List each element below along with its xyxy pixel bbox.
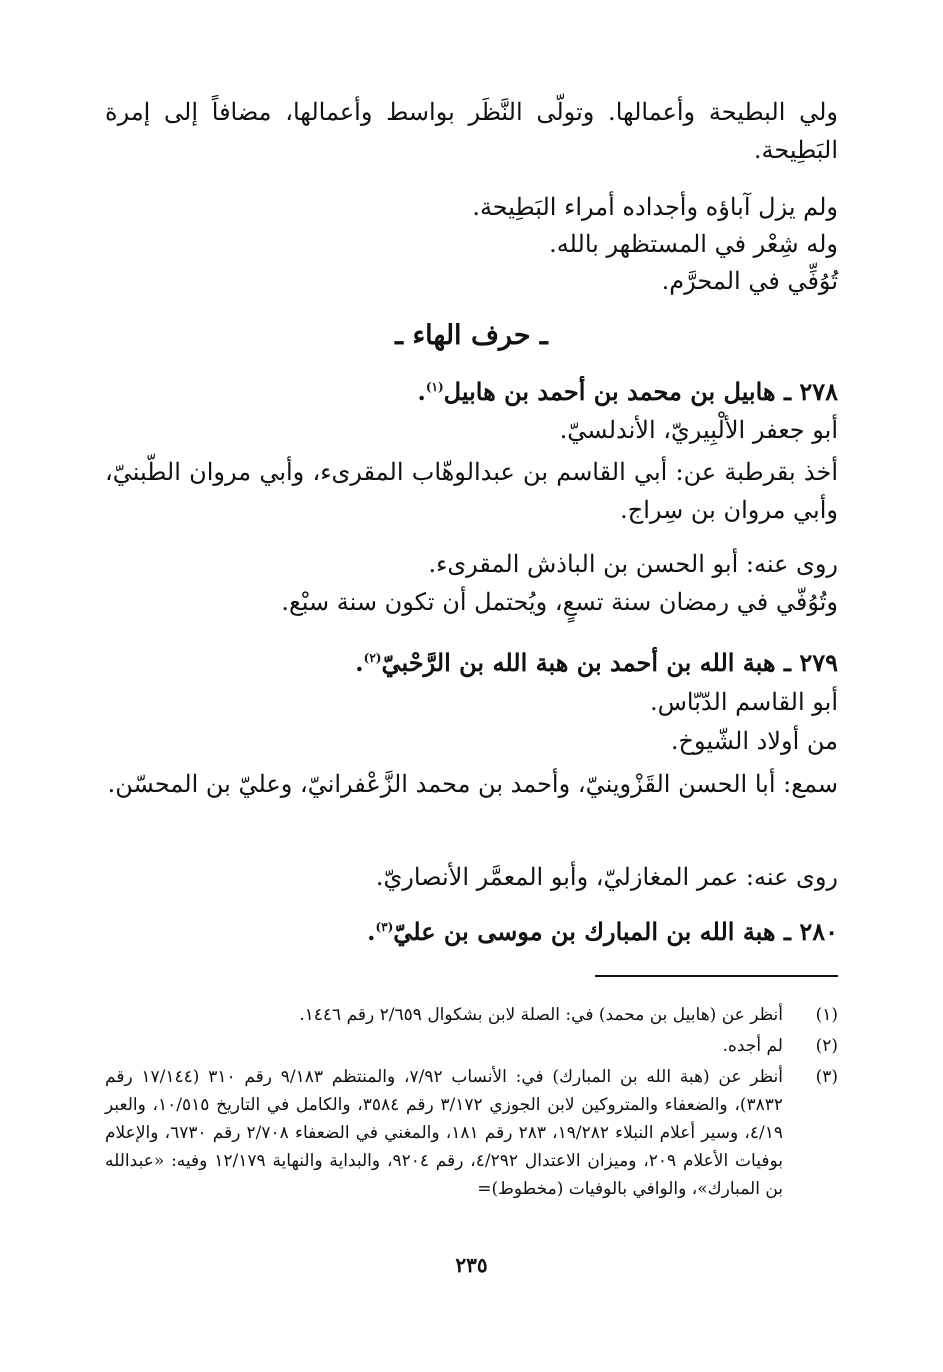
footnote-number: (١) bbox=[815, 1005, 838, 1025]
continuation-line: تُوُفِّي في المحرَّم. bbox=[661, 267, 838, 295]
continuation-line: ولم يزل آباؤه وأجداده أمراء البَطِيحة. bbox=[472, 193, 838, 221]
entry-line: من أولاد الشّيوخ. bbox=[670, 727, 838, 755]
footnote-ref: (٣) bbox=[375, 920, 394, 934]
entry-title-text: ٢٧٨ ـ هابيل بن محمد بن أحمد بن هابيل bbox=[443, 377, 838, 406]
entry-title-278: ٢٧٨ ـ هابيل بن محمد بن أحمد بن هابيل$^{(١)}$. bbox=[417, 377, 838, 406]
entry-line: وتُوُفّي في رمضان سنة تسعٍ، ويُحتمل أن تكون سنة سبْع. bbox=[281, 588, 838, 616]
entry-line: أبو القاسم الدّبّاس. bbox=[649, 688, 838, 716]
footnote-1 bbox=[105, 1001, 838, 1029]
entry-paragraph: أخذ بقرطبة عن: أبي القاسم بن عبدالوهّاب المقرىء، وأبي مروان الطّبنيّ، وأبي مروان بن سِراج. bbox=[105, 458, 838, 524]
footnote-ref: (١) bbox=[425, 380, 444, 394]
footnote-text: أنظر عن (هبة الله بن المبارك) في: الأنساب ٧/٩٢، والمنتظم ٩/١٨٣ رقم ٣١٠ (١٧/١٤٤ رقم ٣٨٣٢)، والضعفاء والمتروكين لابن الجوزي ٣/١٧٢ رقم ٣٥٨٤، والكامل في التاريخ ١٠/٥١٥، والعبر ٤/١٩، وسير أعلام النبلاء ١٩/٢٨٢، ٢٨٣ رقم ١٨١، والمغني في الضعفاء ٢/٧٠٨ رقم ٦٧٣٠، والإعلام بوفيات الأعلام ٢٠٩، وميزان الاعتدال ٤/٢٩٢، رقم ٩٢٠٤، والبداية والنهاية ١٢/١٧٩ وفيه: «عبدالله بن المبارك»، والوافي بالوفيات (مخطوط)= bbox=[105, 1067, 784, 1199]
footnote-3 bbox=[105, 1063, 838, 1203]
entry-line: أبو جعفر الألْبِيريّ، الأندلسيّ. bbox=[559, 416, 838, 444]
entry-title-279: ٢٧٩ ـ هبة الله بن أحمد بن هبة الله بن الرَّحْبيّ$^{(٢)}$. bbox=[355, 648, 838, 677]
entry-paragraph: سمع: أبا الحسن القَزْوينيّ، وأحمد بن محمد الزَّعْفرانيّ، وعليّ بن المحسّن. bbox=[107, 770, 838, 798]
footnote-ref: (٢) bbox=[363, 651, 382, 665]
entry-line: روى عنه: عمر المغازليّ، وأبو المعمَّر الأنصاريّ. bbox=[375, 863, 838, 891]
footnote-2 bbox=[105, 1032, 838, 1060]
section-heading: ـ حرف الهاء ـ bbox=[395, 320, 548, 351]
continuation-paragraph: ولي البطيحة وأعمالها. وتولّى النَّظَر بواسط وأعمالها، مضافاً إلى إمرة البَطِيحة. bbox=[105, 98, 838, 164]
footnote-text: أنظر عن (هابيل بن محمد) في: الصلة لابن بشكوال ٢/٦٥٩ رقم ١٤٤٦. bbox=[299, 1005, 783, 1025]
footnote-number: (٣) bbox=[815, 1067, 838, 1087]
continuation-line: وله شِعْر في المستظهر بالله. bbox=[549, 230, 838, 258]
footnote-divider bbox=[595, 975, 838, 977]
entry-title-text: ٢٧٩ ـ هبة الله بن أحمد بن هبة الله بن الرَّحْبيّ bbox=[381, 648, 838, 677]
entry-title-280: ٢٨٠ ـ هبة الله بن المبارك بن موسى بن عليّ$^{(٣)}$. bbox=[367, 917, 838, 946]
footnote-text: لم أجده. bbox=[722, 1036, 783, 1056]
footnote-number: (٢) bbox=[815, 1036, 838, 1056]
page-number: ٢٣٥ bbox=[455, 1253, 488, 1277]
entry-title-text: ٢٨٠ ـ هبة الله بن المبارك بن موسى بن عليّ bbox=[393, 917, 838, 946]
entry-line: روى عنه: أبو الحسن بن الباذش المقرىء. bbox=[428, 550, 838, 578]
